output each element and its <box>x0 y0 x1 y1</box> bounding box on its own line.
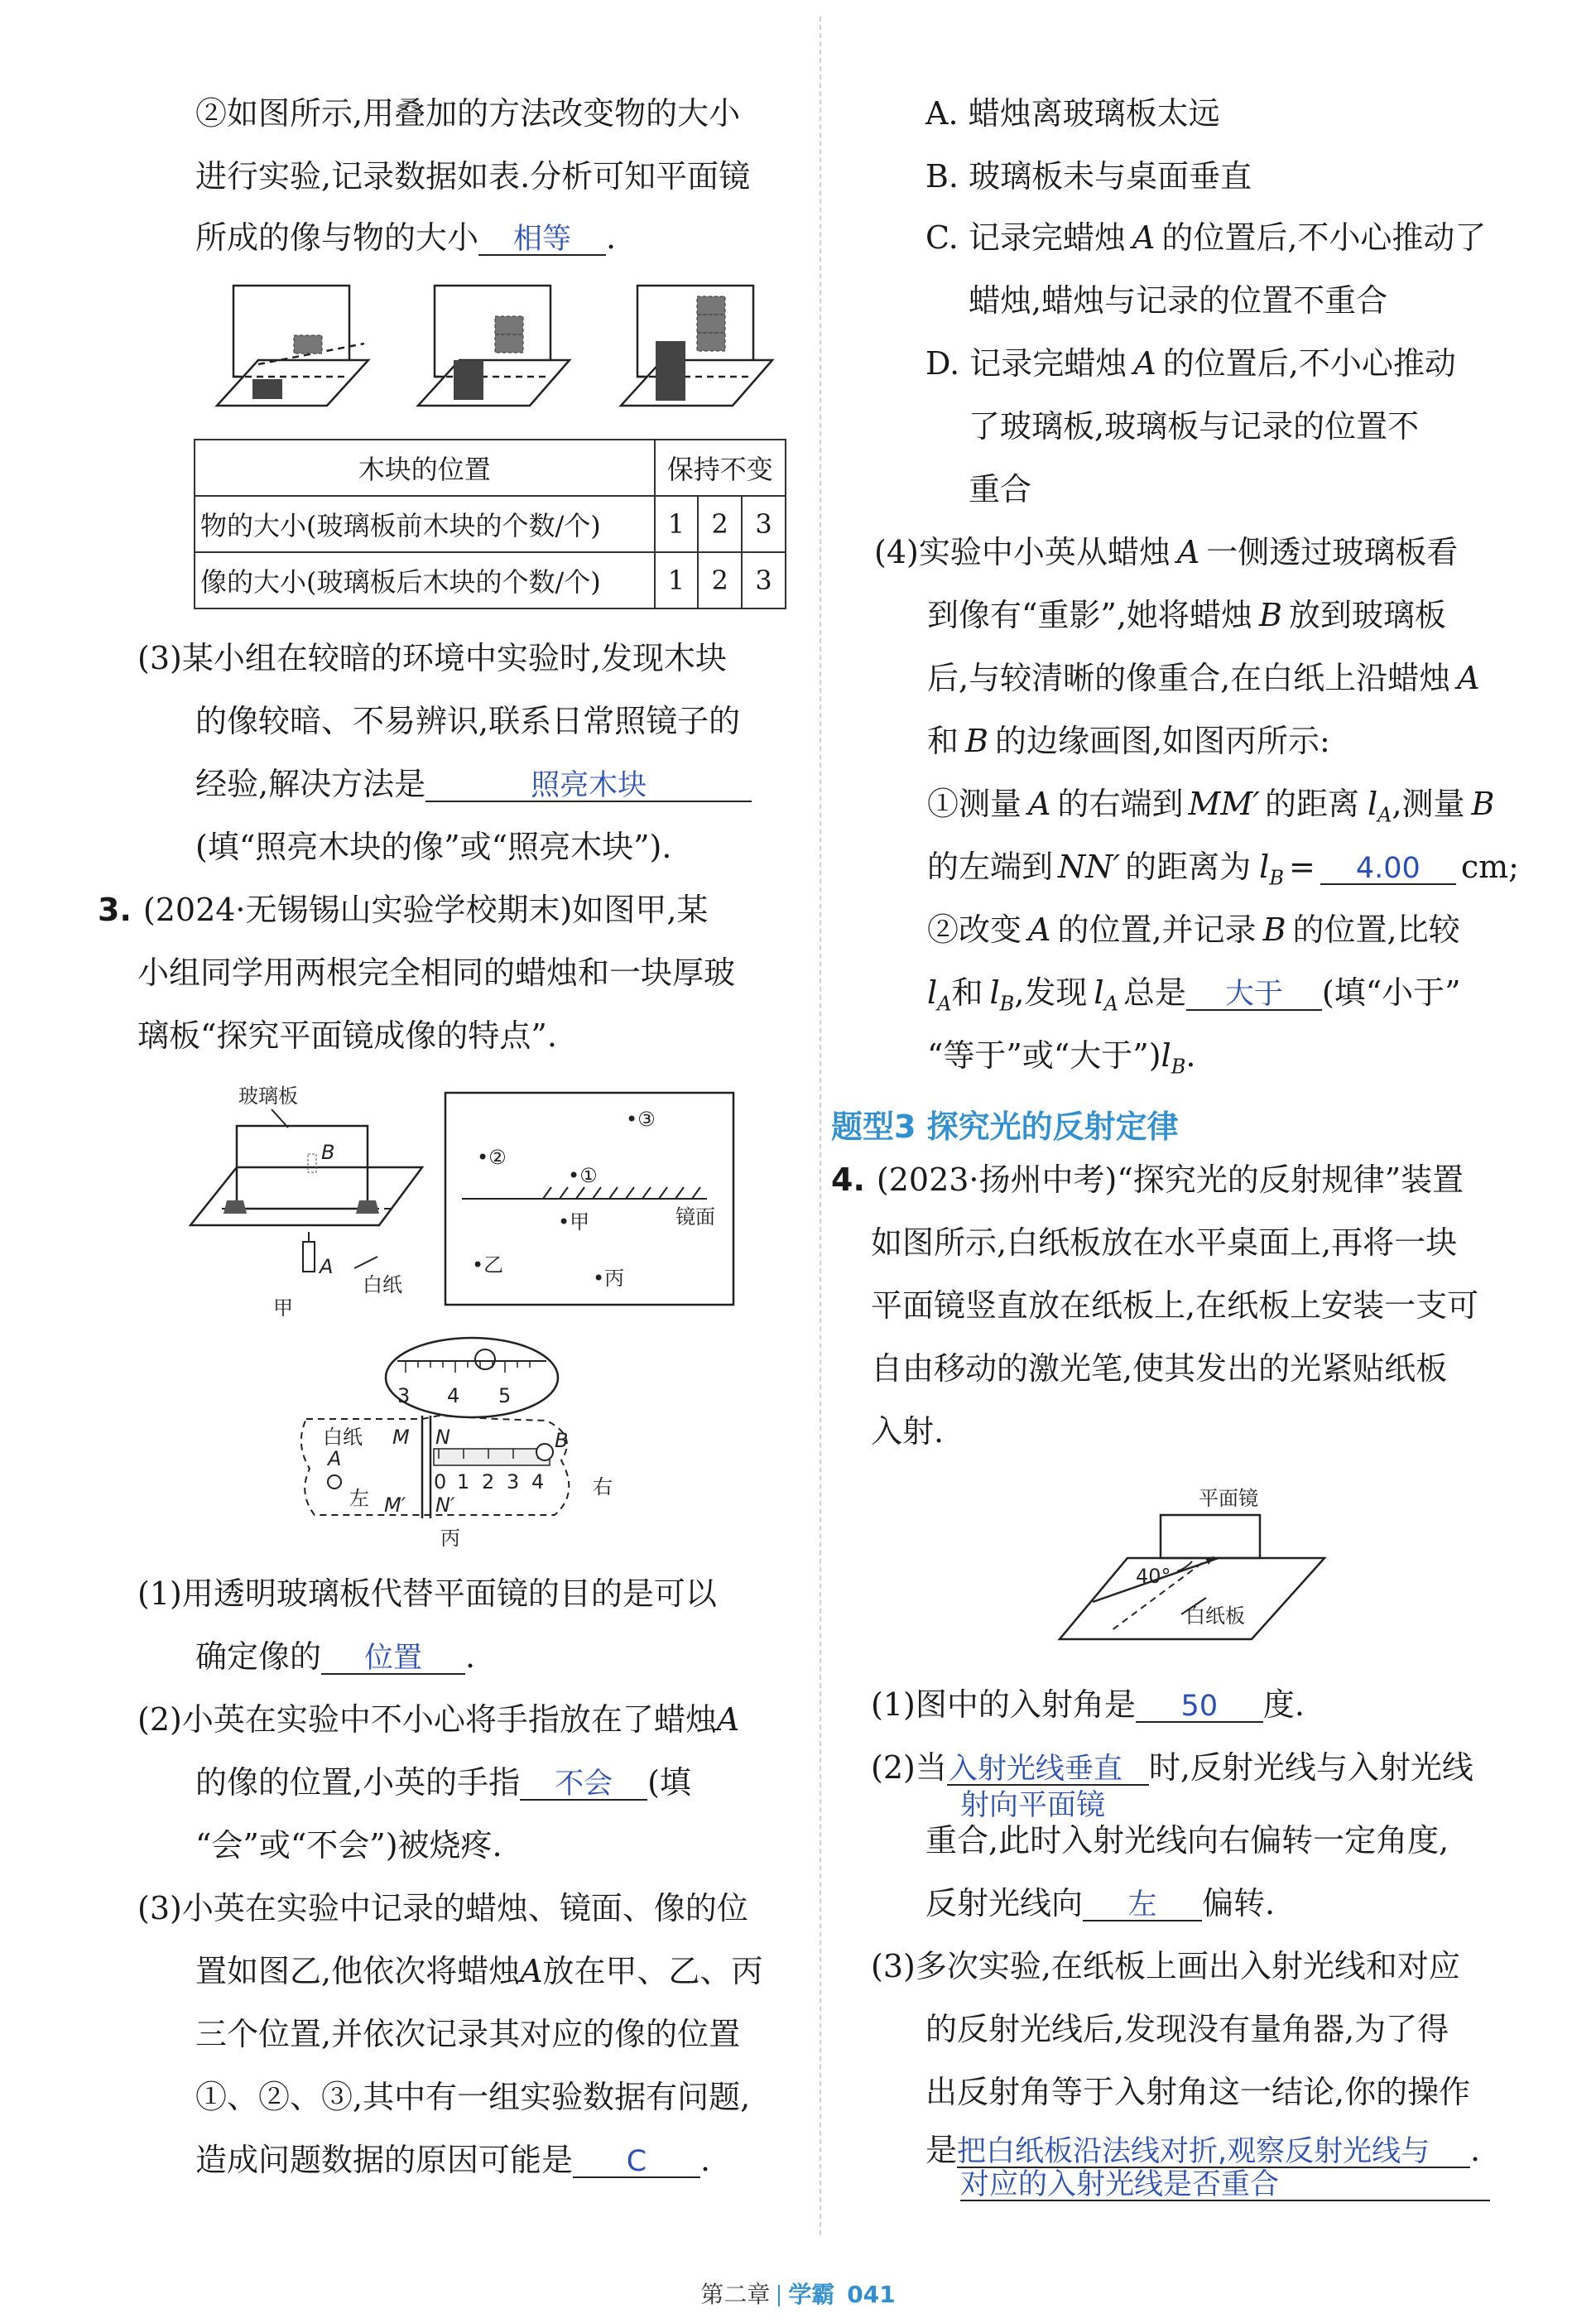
label-paper: 白纸 <box>363 1273 402 1296</box>
q3-2-line1 <box>137 1701 740 1738</box>
t: 的距离为 <box>1125 849 1252 885</box>
table-cell: 3 <box>742 552 786 608</box>
q3-3-period: . <box>700 2142 711 2178</box>
q2-3-line1: (3)某小组在较暗的环境中实验时,发现木块 <box>137 640 727 676</box>
q3-4-text3: 到像有“重影”,她将蜡烛 <box>927 597 1252 633</box>
q3-4-line4 <box>927 725 1330 757</box>
choice-D-line2: 了玻璃板,玻璃板与记录的位置不 <box>969 408 1420 445</box>
q4-3-text: 是 <box>925 2132 958 2168</box>
t: . <box>1185 1037 1196 1074</box>
question-number-3: 3. <box>98 892 132 928</box>
section-title: 题型3 探究光的反射定律 <box>831 1109 1179 1145</box>
var-A: A <box>1028 911 1051 948</box>
block-image <box>294 335 322 354</box>
q3-3-line4: ①、②、③,其中有一组实验数据有问题, <box>195 2079 751 2115</box>
q4-2-text: (2)当 <box>871 1749 947 1786</box>
answer-condition-line2: 射向平面镜 <box>960 1789 1106 1822</box>
q3-1-text: 确定像的 <box>195 1638 322 1675</box>
sub-B: B <box>999 992 1015 1016</box>
table-header-unchanged: 保持不变 <box>655 440 786 496</box>
t: 的距离 <box>1264 786 1359 822</box>
q3-line2: 小组同学用两根完全相同的蜡烛和一块厚玻 <box>137 955 736 991</box>
q4-3-period: . <box>1470 2132 1481 2168</box>
label-N-prime: N′ <box>435 1493 455 1517</box>
q4-text: (2023·扬州中考)“探究光的反射规律”装置 <box>876 1162 1464 1198</box>
caption-jia: 甲 <box>273 1296 293 1316</box>
ruler-tick-4: 4 <box>531 1470 545 1493</box>
label-glass: 玻璃板 <box>238 1085 298 1108</box>
var-l: l <box>989 974 1000 1011</box>
choice-D-line3: 重合 <box>969 471 1032 507</box>
table-cell: 1 <box>655 496 699 552</box>
var-NN: NN′ <box>1058 849 1121 885</box>
label-A: A <box>328 1447 342 1470</box>
q3-4-line9 <box>927 1037 1196 1079</box>
answer-blank-size: 相等 <box>478 225 606 256</box>
q2-3-text: 经验,解决方法是 <box>195 766 426 802</box>
q4-line2: 如图所示,白纸板放在水平桌面上,再将一块 <box>871 1224 1458 1261</box>
table-cell: 1 <box>655 552 699 608</box>
caption-bing: 丙 <box>440 1527 460 1550</box>
footer-page-number: 041 <box>847 2281 896 2308</box>
row-label-image: 像的大小(玻璃板后木块的个数/个) <box>195 552 655 608</box>
q3-4-text7: 的边缘画图,如图丙所示: <box>994 723 1330 759</box>
page-footer <box>0 2277 1596 2310</box>
question-number-4: 4. <box>831 1162 865 1198</box>
q3-4-line7 <box>927 911 1460 948</box>
point-1: •① <box>568 1164 598 1187</box>
sub-A: A <box>1377 803 1392 827</box>
choice-D-text2: 的位置后,不小心推动 <box>1162 345 1456 382</box>
q3-2-fill-hint: (填 <box>647 1764 691 1801</box>
q2-3-line2: 的像较暗、不易辨识,联系日常照镜子的 <box>195 703 741 739</box>
label-M-prime: M′ <box>384 1493 406 1517</box>
footer-brand: 学霸 <box>788 2281 835 2308</box>
q4-line3: 平面镜竖直放在纸板上,在纸板上安装一支可 <box>871 1287 1479 1324</box>
q4-2-text3: 反射光线向 <box>925 1885 1084 1921</box>
t: “等于”或“大于”) <box>927 1037 1161 1074</box>
table-cell: 2 <box>698 552 742 608</box>
q4-line5: 入射. <box>871 1413 945 1450</box>
q2-2-line3 <box>195 219 617 256</box>
answer-blank-burn: 不会 <box>520 1770 647 1801</box>
choice-C-line1 <box>925 219 1487 256</box>
q4-2-text2: 时,反射光线与入射光线 <box>1148 1749 1473 1786</box>
var-MM: MM′ <box>1188 786 1260 822</box>
q4-3-line1: (3)多次实验,在纸板上画出入射光线和对应 <box>871 1948 1460 1984</box>
q4-2-line2: 重合,此时入射光线向右偏转一定角度, <box>925 1822 1449 1859</box>
blocks-figure <box>190 281 795 414</box>
q3-line3: 璃板“探究平面镜成像的特点”. <box>137 1017 557 1054</box>
var-A: A <box>1176 534 1200 570</box>
equals: = <box>1288 849 1315 885</box>
label-left: 左 <box>349 1487 369 1510</box>
q3-3-var-A: A <box>520 1953 543 1989</box>
label-right: 右 <box>593 1475 613 1498</box>
q3-4-text6: 和 <box>927 723 959 759</box>
t: 的位置,比较 <box>1292 911 1460 948</box>
figure-jia <box>189 1076 437 1316</box>
q3-4-text5: 后,与较清晰的像重合,在白纸上沿蜡烛 <box>927 660 1451 696</box>
ruler-tick-2: 2 <box>482 1470 495 1493</box>
point-3: •③ <box>626 1108 656 1131</box>
q3-line1 <box>98 894 708 926</box>
reflection-figure <box>1053 1482 1334 1647</box>
choice-A: A. 蜡烛离玻璃板太远 <box>925 95 1220 132</box>
choice-D-var-A: A <box>1133 345 1156 382</box>
q4-3-line4 <box>925 2134 1480 2168</box>
var-B: B <box>965 723 988 759</box>
answer-blank-distance: 4.00 <box>1320 854 1456 885</box>
q2-3-line4: (填“照亮木块的像”或“照亮木块”). <box>195 829 672 865</box>
ruler-tick-3: 3 <box>507 1470 520 1493</box>
table-header-position: 木块的位置 <box>195 440 655 496</box>
q3-4-line2 <box>927 599 1446 631</box>
choice-C-line2: 蜡烛,蜡烛与记录的位置不重合 <box>969 282 1388 319</box>
label-B: B <box>555 1429 569 1452</box>
data-table <box>194 439 786 609</box>
var-l: l <box>1367 786 1378 822</box>
row-label-object: 物的大小(玻璃板前木块的个数/个) <box>195 496 655 552</box>
q4-1-text: (1)图中的入射角是 <box>871 1686 1136 1723</box>
var-l: l <box>927 974 938 1011</box>
q3-2-line2 <box>195 1764 691 1801</box>
q4-2-line3 <box>925 1885 1276 1921</box>
q3-1-period: . <box>465 1638 476 1675</box>
var-l: l <box>1094 974 1104 1011</box>
var-l: l <box>1259 849 1270 885</box>
zoom-tick-4: 4 <box>447 1384 460 1407</box>
var-B: B <box>1262 911 1286 948</box>
q4-3-line2: 的反射光线后,发现没有量角器,为了得 <box>925 2011 1449 2047</box>
q3-3-line5 <box>195 2144 710 2178</box>
q3-3-line1: (3)小英在实验中记录的蜡烛、镜面、像的位 <box>137 1890 748 1926</box>
q3-4-text4: 放到玻璃板 <box>1288 597 1446 633</box>
table-cell: 2 <box>698 496 742 552</box>
figure-bing <box>298 1336 629 1551</box>
answer-blank-reason: C <box>573 2147 700 2178</box>
t: ①测量 <box>927 786 1022 822</box>
q2-3-line3 <box>195 768 752 802</box>
table-row <box>195 552 786 608</box>
t: 的位置,并记录 <box>1057 911 1257 948</box>
q3-text: (2024·无锡锡山实验学校期末)如图甲,某 <box>142 892 709 928</box>
q3-2-text2: 的像的位置,小英的手指 <box>195 1764 521 1801</box>
q3-3-text: 置如图乙,他依次将蜡烛 <box>195 1953 521 1989</box>
q3-2-line3: “会”或“不会”)被烧疼. <box>195 1827 502 1864</box>
point-bing: •丙 <box>593 1267 625 1290</box>
sub-A: A <box>1103 992 1118 1016</box>
label-mirror: 镜面 <box>675 1205 715 1229</box>
q2-2-text: 所成的像与物的大小 <box>195 219 479 256</box>
q3-1-line1: (1)用透明玻璃板代替平面镜的目的是可以 <box>137 1575 717 1612</box>
q3-4-line5 <box>927 788 1494 825</box>
sub-B: B <box>1269 866 1284 890</box>
q3-4-text2: 一侧透过玻璃板看 <box>1206 534 1459 570</box>
label-mirror: 平面镜 <box>1199 1487 1258 1510</box>
answer-blank-condition: 入射光线垂直 <box>947 1755 1149 1786</box>
q3-4-line1 <box>874 536 1458 568</box>
block <box>252 379 282 399</box>
q3-1-line2 <box>195 1638 476 1675</box>
q3-2-text: (2)小英在实验中不小心将手指放在了蜡烛 <box>137 1701 717 1738</box>
t: ,发现 <box>1014 974 1088 1011</box>
sub-B: B <box>1171 1055 1186 1079</box>
choice-C-var-A: A <box>1132 219 1156 256</box>
q3-3-line3: 三个位置,并依次记录其对应的像的位置 <box>195 2016 741 2052</box>
choice-C-text2: 的位置后,不小心推动了 <box>1161 219 1487 256</box>
t: ,测量 <box>1392 786 1465 822</box>
q2-2-line1: ②如图所示,用叠加的方法改变物的大小 <box>195 95 741 132</box>
q2-2-line2: 进行实验,记录数据如表.分析可知平面镜 <box>195 158 751 195</box>
q4-line4: 自由移动的激光笔,使其发出的光紧贴纸板 <box>871 1350 1448 1387</box>
answer-blank-angle: 50 <box>1136 1692 1263 1723</box>
var-A: A <box>1028 786 1051 822</box>
choice-B: B. 玻璃板未与桌面垂直 <box>925 158 1252 195</box>
label-N: N <box>435 1426 450 1449</box>
table-cell: 3 <box>742 496 786 552</box>
answer-blank-position: 位置 <box>321 1644 465 1675</box>
q4-line1 <box>831 1162 1464 1198</box>
t: 和 <box>951 974 983 1011</box>
q2-2-period: . <box>606 219 617 256</box>
label-board: 白纸板 <box>1185 1604 1245 1628</box>
answer-blank-method: 照亮木块 <box>425 772 752 802</box>
column-divider <box>820 17 821 2235</box>
q4-1-unit: 度. <box>1262 1686 1305 1723</box>
point-yi: •乙 <box>472 1253 504 1277</box>
answer-operation-line2: 对应的入射光线是否重合 <box>960 2171 1490 2201</box>
q3-2-var-A: A <box>716 1701 740 1738</box>
table-row <box>195 496 786 552</box>
var-B: B <box>1258 597 1282 633</box>
t: 总是 <box>1122 974 1186 1011</box>
q4-3-line3: 出反射角等于入射角这一结论,你的操作 <box>925 2074 1471 2110</box>
label-M: M <box>392 1426 410 1449</box>
unit-cm: cm; <box>1460 849 1519 885</box>
figure-yi <box>444 1091 735 1306</box>
q3-4-line8 <box>927 974 1461 1016</box>
zoom-tick-5: 5 <box>498 1384 512 1407</box>
t: ②改变 <box>927 911 1022 948</box>
label-angle: 40° <box>1136 1565 1171 1588</box>
ruler-tick-1: 1 <box>457 1470 470 1493</box>
ruler-tick-0: 0 <box>434 1470 447 1493</box>
point-jia: •甲 <box>558 1210 590 1234</box>
var-B: B <box>1471 786 1495 822</box>
point-2: •② <box>477 1146 507 1169</box>
choice-D-line1 <box>925 345 1456 382</box>
q4-1-line <box>871 1686 1305 1723</box>
t: 的右端到 <box>1057 786 1184 822</box>
zoom-tick-3: 3 <box>397 1384 411 1407</box>
label-B: B <box>321 1141 335 1164</box>
label-paper: 白纸 <box>323 1426 363 1449</box>
q3-3-line2 <box>195 1955 763 1987</box>
answer-blank-direction: 左 <box>1083 1891 1202 1921</box>
q3-3-text2: 放在甲、乙、丙 <box>542 1953 763 1989</box>
answer-blank-operation: 把白纸板沿法线对折,观察反射光线与 <box>957 2138 1470 2168</box>
q3-4-text: (4)实验中小英从蜡烛 <box>874 534 1171 570</box>
answer-blank-compare: 大于 <box>1186 980 1322 1011</box>
choice-C-text: C. 记录完蜡烛 <box>925 219 1126 256</box>
q4-2-text4: 偏转. <box>1202 1885 1276 1921</box>
var-A: A <box>1457 660 1480 696</box>
q3-3-text3: 造成问题数据的原因可能是 <box>195 2142 574 2178</box>
footer-chapter: 第二章 <box>700 2281 771 2308</box>
footer-separator <box>778 2285 780 2306</box>
var-l: l <box>1161 1037 1171 1074</box>
q3-4-line6 <box>927 851 1519 888</box>
label-A: A <box>320 1255 334 1278</box>
q4-2-line1 <box>871 1749 1473 1786</box>
sub-A: A <box>937 992 952 1016</box>
t: 的左端到 <box>927 849 1054 885</box>
q3-4-line3 <box>927 662 1480 694</box>
t: (填“小于” <box>1321 974 1461 1011</box>
choice-D-text: D. 记录完蜡烛 <box>925 345 1127 382</box>
